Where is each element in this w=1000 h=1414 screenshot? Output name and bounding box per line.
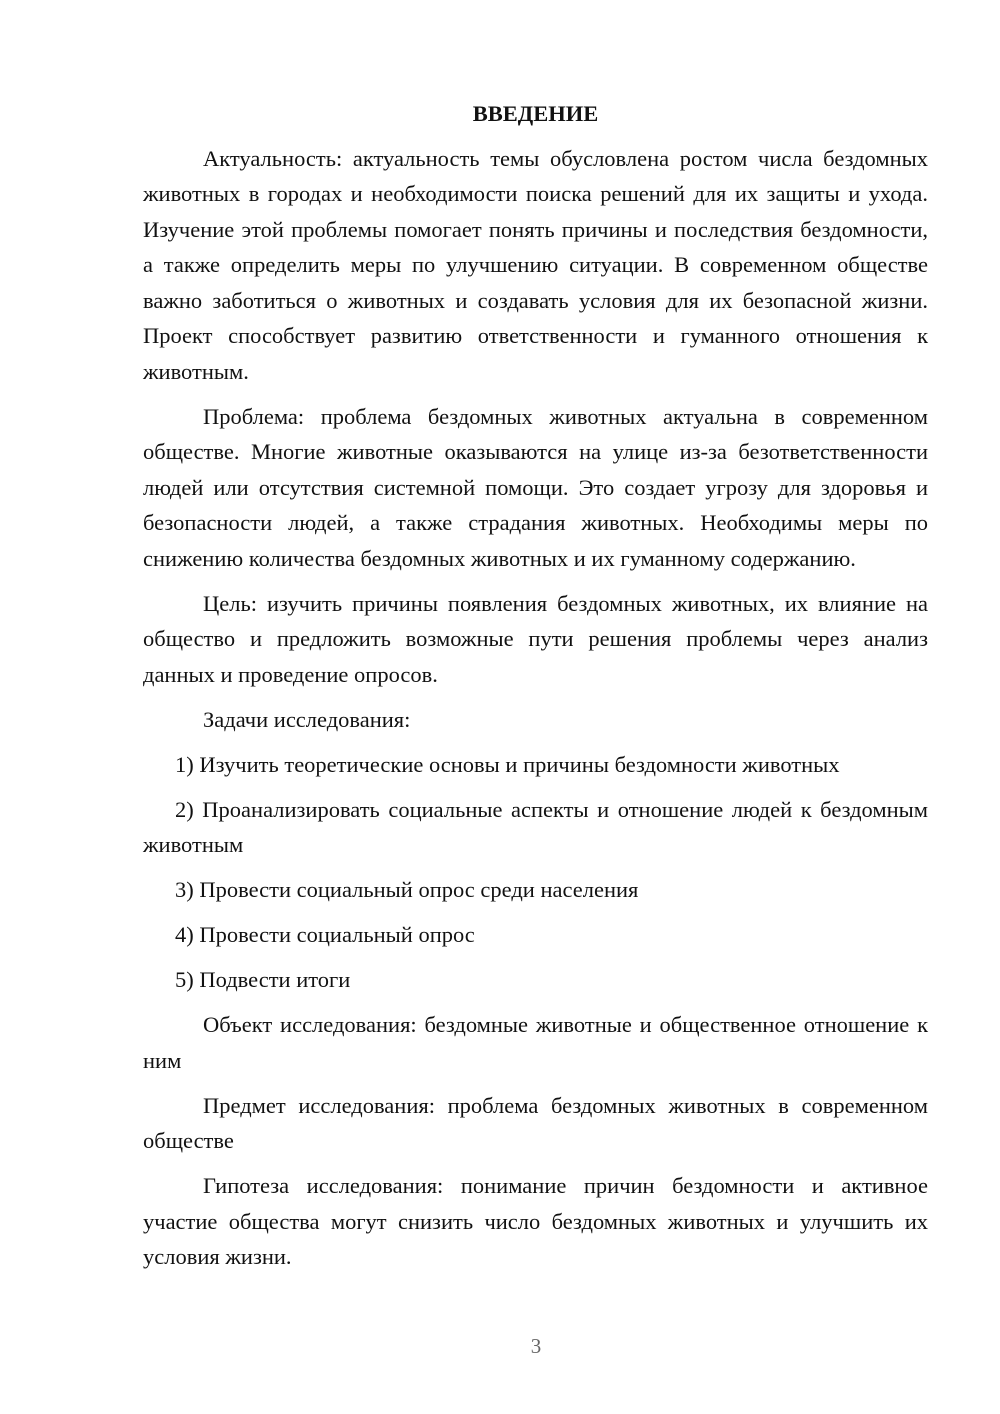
subject-paragraph: Предмет исследования: проблема бездомных животных в современном обществе [143, 1092, 928, 1153]
task-item-2: 2) Проанализировать социальные аспекты и отношение людей к бездомным животным [143, 796, 928, 857]
hypothesis-paragraph: Гипотеза исследования: понимание причин бездомности и активное участие общества могут снизить число бездомных животных и улучшить их условия жизни. [143, 1173, 928, 1269]
task-item-4: 4) Провести социальный опрос [175, 922, 475, 947]
object-paragraph: Объект исследования: бездомные животные и общественное отношение к ним [143, 1012, 928, 1073]
goal-paragraph: Цель: изучить причины появления бездомных животных, их влияние на общество и предложить возможные пути решения проблемы через анализ данных и проведение опросов. [143, 590, 928, 687]
problem-paragraph: Проблема: проблема бездомных животных актуальна в современном обществе. Многие животные оказываются на улице из-за безответственности людей или отсутствия системной помощи. Это создает угрозу для здоровья и безопасности людей, а также страдания животных. Необходимы меры по снижению количества бездомных животных и их гуманному содержанию. [143, 403, 928, 571]
task-item-3: 3) Провести социальный опрос среди населения [175, 877, 639, 902]
section-title: ВВЕДЕНИЕ [472, 101, 599, 126]
task-item-1: 1) Изучить теоретические основы и причины бездомности животных [175, 751, 840, 777]
tasks-list [143, 747, 928, 998]
page-content [143, 96, 928, 1284]
task-item-5: 5) Подвести итоги [175, 967, 351, 992]
tasks-heading: Задачи исследования: [203, 706, 411, 732]
page-number: 3 [530, 1334, 542, 1358]
relevance-paragraph: Актуальность: актуальность темы обусловлена ростом числа бездомных животных в городах и необходимости поиска решений для их защиты и ухода. Изучение этой проблемы помогает понять причины и последствия бездомности, а также определить меры по улучшению ситуации. В современном обществе важно заботиться о животных и создавать условия для их безопасной жизни. Проект способствует развитию ответственности и гуманного отношения к животным. [143, 145, 928, 384]
